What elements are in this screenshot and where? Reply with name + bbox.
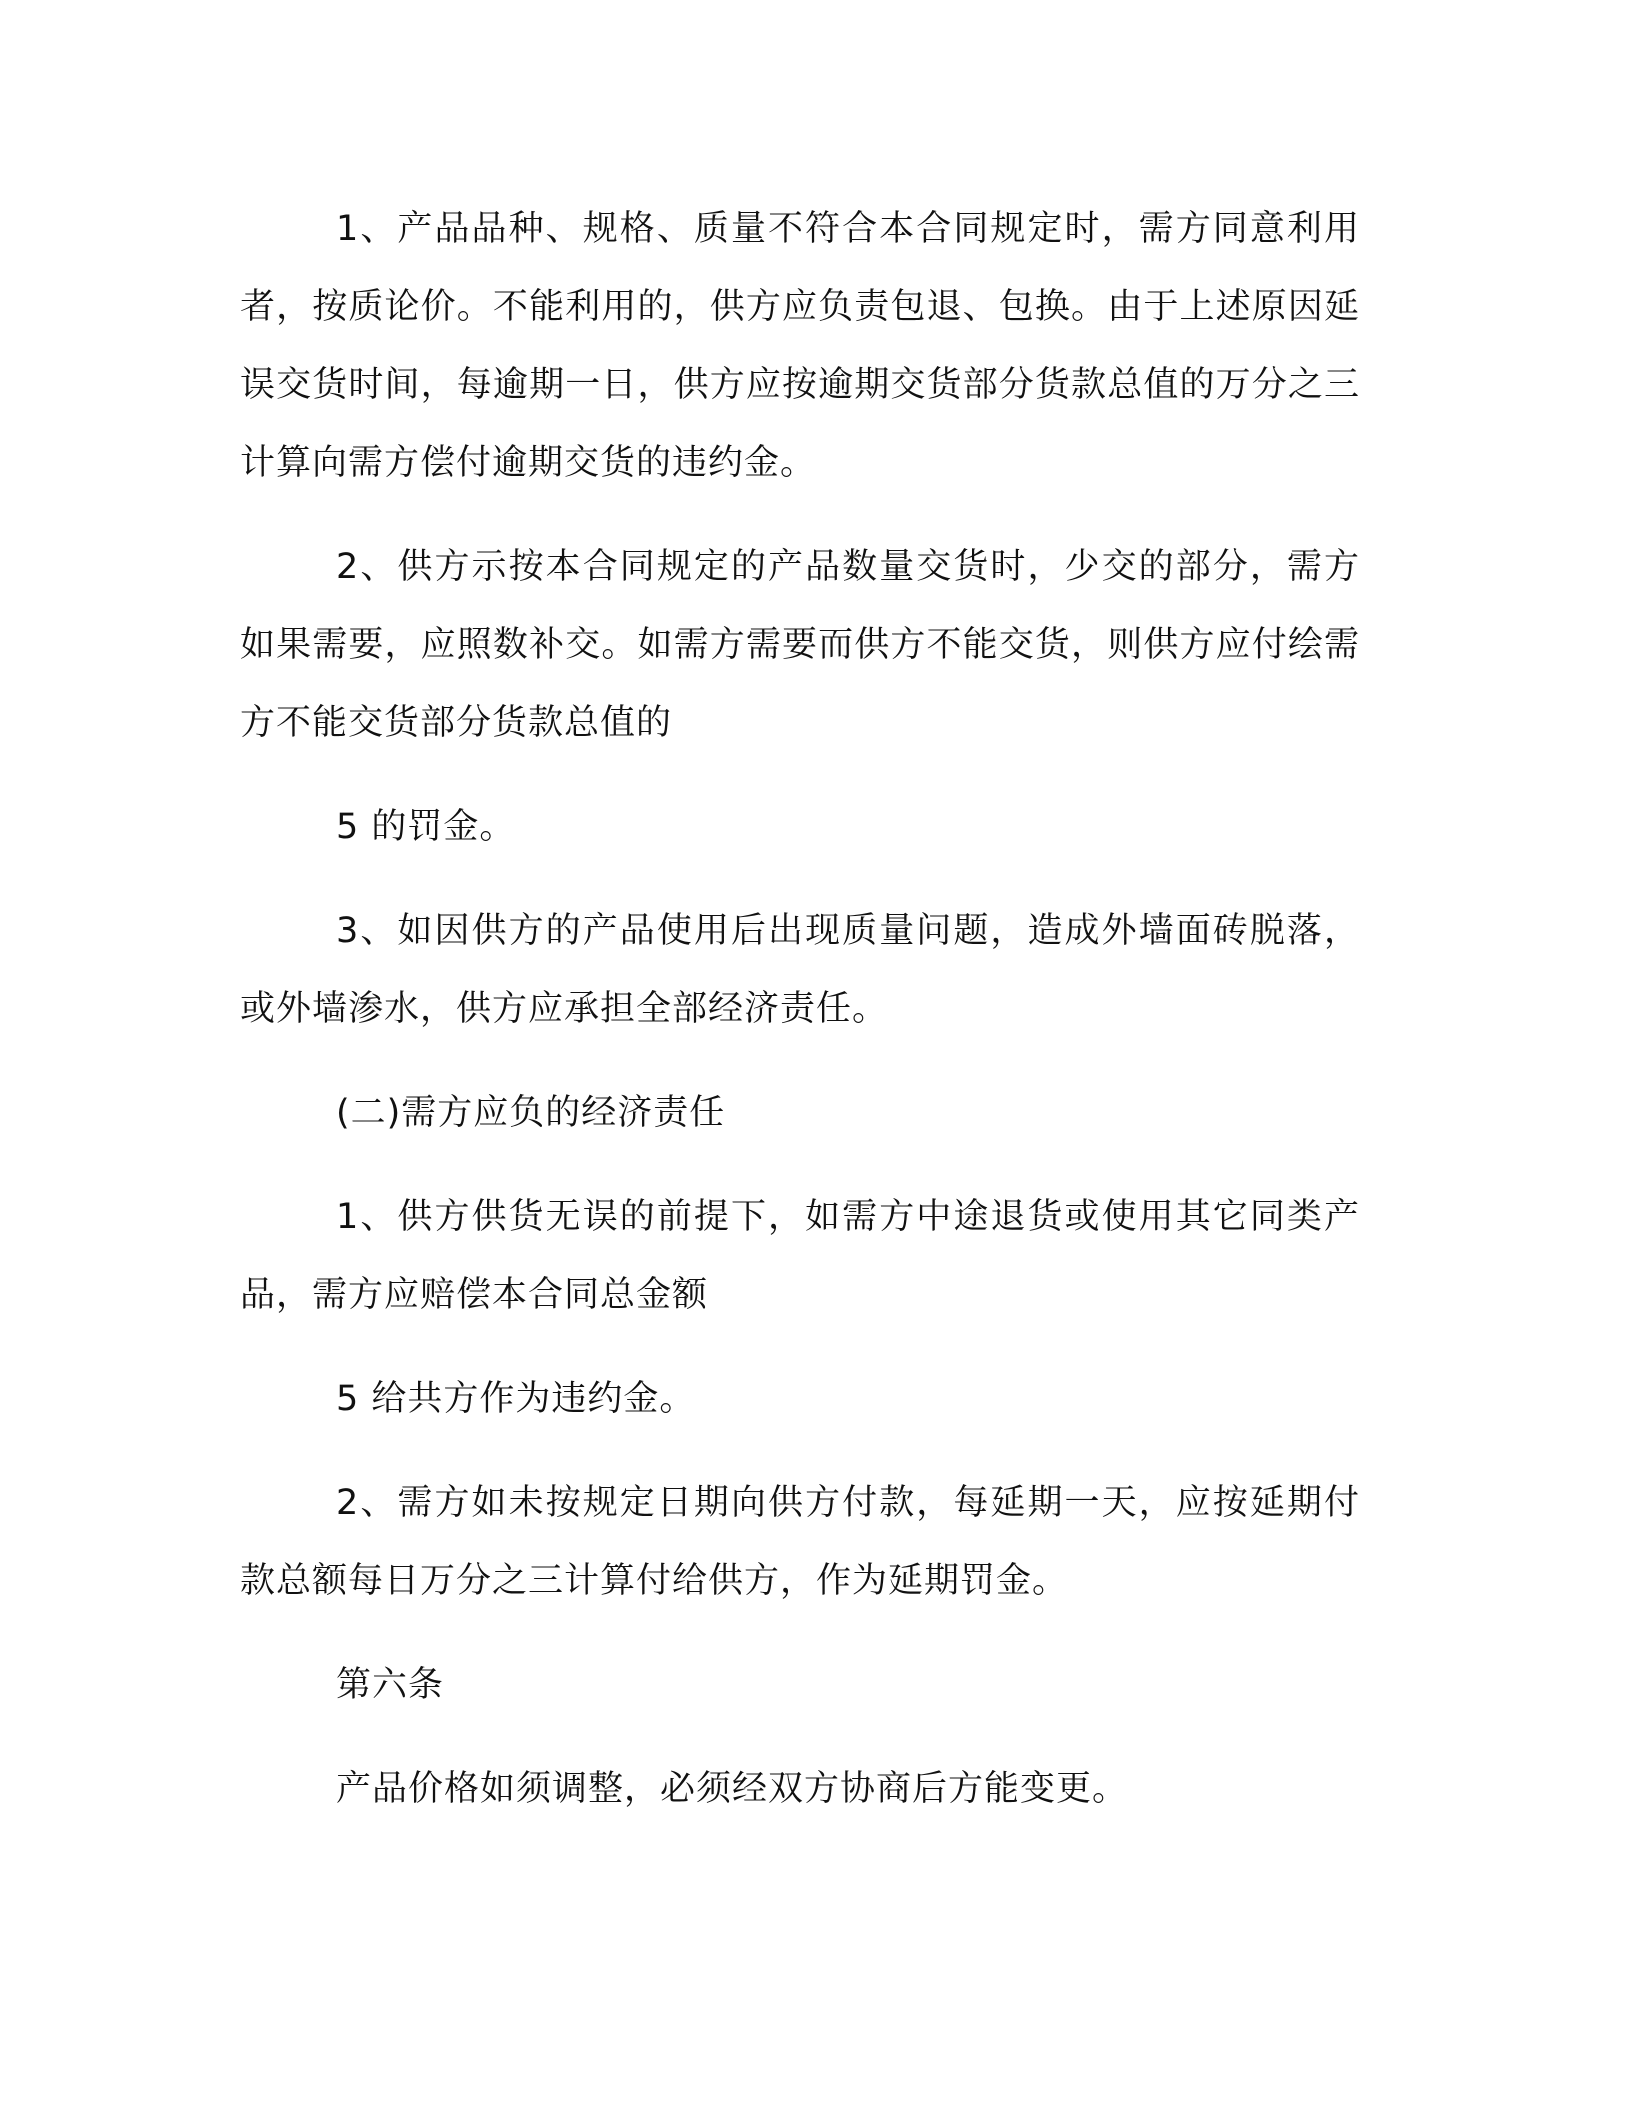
paragraph-penalty-fragment: 5 的罚金。 xyxy=(336,807,516,847)
paragraph-breach-fragment: 5 给共方作为违约金。 xyxy=(336,1379,696,1419)
paragraph-supplier-quality-liability: 1、产品品种、规格、质量不符合本合同规定时，需方同意利用者，按质论价。不能利用的，供方应负责包退、包换。由于上述原因延误交货时间，每逾期一日，供方应按逾期交货部分货款总值的万分之三计算向需方偿付逾期交货的违约金。 xyxy=(240,209,1360,483)
section-heading-buyer-liability: (二)需方应负的经济责任 xyxy=(336,1093,726,1133)
paragraph-price-adjustment: 产品价格如须调整，必须经双方协商后方能变更。 xyxy=(336,1769,1129,1809)
paragraph-supplier-wall-liability: 3、如因供方的产品使用后出现质量问题，造成外墙面砖脱落，或外墙渗水，供方应承担全部经济责任。 xyxy=(240,911,1360,1029)
article-heading-six: 第六条 xyxy=(336,1665,445,1705)
paragraph-buyer-payment-liability: 2、需方如未按规定日期向供方付款，每延期一天，应按延期付款总额每日万分之三计算付给供方，作为延期罚金。 xyxy=(240,1483,1360,1601)
document-page xyxy=(240,190,1360,1854)
paragraph-supplier-quantity-liability: 2、供方示按本合同规定的产品数量交货时，少交的部分，需方如果需要，应照数补交。如需方需要而供方不能交货，则供方应付绘需方不能交货部分货款总值的 xyxy=(240,547,1360,743)
paragraph-buyer-return-liability: 1、供方供货无误的前提下，如需方中途退货或使用其它同类产品，需方应赔偿本合同总金额 xyxy=(240,1197,1360,1315)
